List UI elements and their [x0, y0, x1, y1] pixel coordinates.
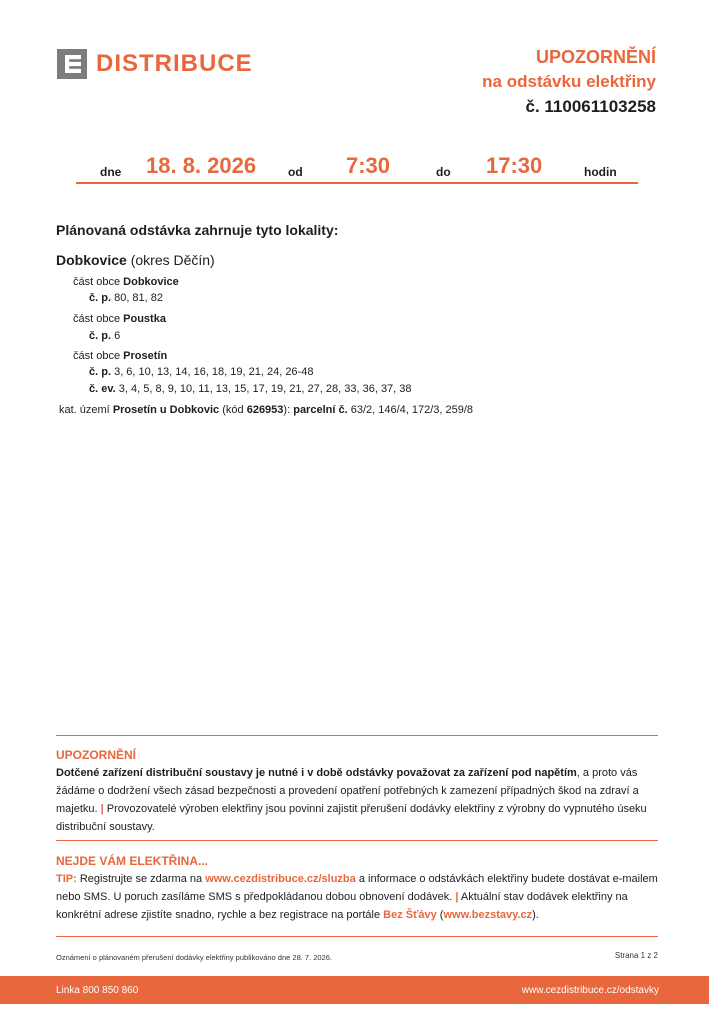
footer-bar [0, 976, 709, 1004]
cp-line: č. p. 80, 81, 82 [89, 292, 164, 304]
part-name: Poustka [123, 313, 166, 325]
outage-date-row [76, 152, 638, 184]
part-name: Dobkovice [123, 276, 179, 288]
divider [56, 735, 658, 736]
ce-line: č. ev. 3, 4, 5, 8, 9, 10, 11, 13, 15, 17, 19, 21, 27, 28, 33, 36, 37, 38 [89, 383, 412, 395]
hours-label: hodin [584, 165, 617, 179]
bezstavy-link[interactable]: www.bezstavy.cz [443, 909, 533, 921]
to-label: do [436, 165, 451, 179]
notice-number: č. 110061103258 [525, 97, 656, 116]
tip-text: TIP: Registrujte se zdarma na www.cezdistribuce.cz/sluzba a informace o odstávkách elektřiny budete dostávat e-mailem nebo SMS. U poruch zasíláme SMS s předpokládanou dobou obnovení dodávek. | Aktuální stav dodávek elektřiny na konkrétní adrese zjistíte snadno, rychle a bez registrace na portále Bez Šťávy (www.bezstavy.cz). [56, 873, 658, 921]
cp-line: č. p. 6 [89, 330, 121, 342]
day-label: dne [100, 165, 122, 179]
outage-date: 18. 8. 2026 [146, 153, 257, 178]
notice-subtitle: na odstávku elektřiny [482, 72, 656, 91]
published-note: Oznámení o plánovaném přerušení dodávky elektřiny publikováno dne 28. 7. 2026. [56, 953, 333, 962]
logo-text: DISTRIBUCE [96, 50, 253, 77]
cadastre-name: Prosetín u Dobkovic [112, 404, 220, 416]
part-line: část obce Prosetín [73, 350, 168, 362]
page-indicator: Strana 1 z 2 [614, 951, 658, 960]
divider [56, 840, 658, 841]
hotline[interactable]: Linka 800 850 860 [56, 984, 139, 996]
locality-heading: Plánovaná odstávka zahrnuje tyto lokality: [56, 222, 339, 238]
from-time: 7:30 [346, 153, 391, 178]
notice-header [482, 45, 656, 119]
cadastre-line: kat. území Prosetín u Dobkovic (kód 626953): parcelní č. 63/2, 146/4, 172/3, 259/8 [59, 404, 474, 416]
registration-link[interactable]: www.cezdistribuce.cz/sluzba [205, 873, 356, 885]
company-logo [57, 49, 253, 79]
website-link[interactable]: www.cezdistribuce.cz/odstavky [521, 984, 659, 996]
town-name: Dobkovice [56, 252, 127, 268]
parcel-numbers: 63/2, 146/4, 172/3, 259/8 [350, 404, 474, 416]
logo-mark-icon [57, 49, 87, 79]
part-line: část obce Dobkovice [73, 276, 179, 288]
warning-title: UPOZORNĚNÍ [56, 748, 137, 762]
to-time: 17:30 [486, 153, 543, 178]
cadastre-code: 626953 [246, 404, 284, 416]
town-district: (okres Děčín) [130, 252, 215, 268]
from-label: od [288, 165, 303, 179]
town-line [56, 252, 215, 268]
portal-name: Bez Šťávy [383, 909, 437, 921]
part-name: Prosetín [123, 350, 168, 362]
tip-title: NEJDE VÁM ELEKTŘINA... [56, 854, 209, 868]
part-line: část obce Poustka [73, 313, 166, 325]
divider [56, 936, 658, 937]
notice-title: UPOZORNĚNÍ [535, 47, 656, 67]
cp-line: č. p. 3, 6, 10, 13, 14, 16, 18, 19, 21, 24, 26-48 [89, 366, 314, 378]
warning-text: Dotčené zařízení distribuční soustavy je nutné i v době odstávky považovat za zařízení pod napětím, a proto vás žádáme o dodržení všech zásad bezpečnosti a provedení opatření potřebných k zamezení případných škod na zdraví a majetku. | Provozovatelé výroben elektřiny jsou povinni zajistit přerušení dodávky elektřiny z výrobny do vypnutého úseku distribuční soustavy. [56, 767, 647, 833]
